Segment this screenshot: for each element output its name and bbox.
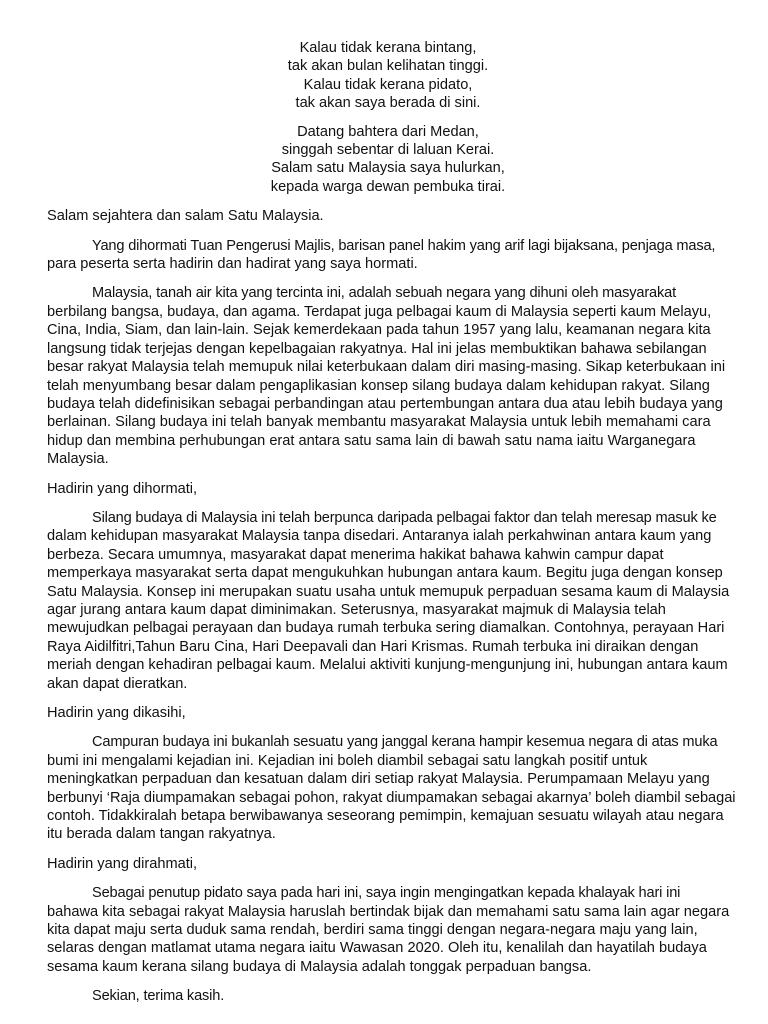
- text-line: Campuran budaya ini bukanlah sesuatu yang janggal kerana hampir kesemua negara di atas muka: [92, 734, 718, 751]
- paragraph-opening: [47, 237, 729, 274]
- text-line: sesama kaum kerana silang budaya di Malaysia adalah tonggak perpaduan bangsa.: [47, 958, 592, 975]
- salutation-dikasihi: Hadirin yang dikasihi,: [47, 705, 186, 721]
- pantun-stanza-2: [47, 123, 729, 197]
- poem-line: Kalau tidak kerana bintang,: [299, 40, 477, 56]
- text-line: Satu Malaysia. Konsep ini merupakan suatu usaha untuk memupuk perpaduan sesama kaum di Malaysia: [47, 583, 730, 600]
- poem-line: tak akan saya berada di sini.: [295, 95, 481, 112]
- poem-line: Kalau tidak kerana pidato,: [303, 76, 473, 93]
- text-line: para peserta serta hadirin dan hadirat yang saya hormati.: [47, 256, 418, 273]
- text-line: mewujudkan pelbagai perayaan dan budaya rumah terbuka sering diamalkan. Contohnya, perayaan Hari: [47, 620, 725, 637]
- paragraph-penutup: [47, 884, 729, 976]
- poem-line: singgah sebentar di laluan Kerai.: [281, 142, 495, 159]
- text-line: telah menyumbang besar dalam pengaplikasian konsep silang budaya dalam kehidupan rakyat. Silang: [47, 377, 710, 394]
- text-line: berbunyi ‘Raja diumpamakan sebagai pohon, rakyat diumpamakan sebagai akarnya’ boleh diambil sebagai: [47, 789, 736, 806]
- text-line: Yang dihormati Tuan Pengerusi Majlis, barisan panel hakim yang arif lagi bijaksana, penjaga masa,: [92, 237, 716, 254]
- text-line: Malaysia.: [47, 451, 109, 468]
- text-line: Malaysia, tanah air kita yang tercinta ini, adalah sebuah negara yang dihuni oleh masyarakat: [92, 285, 676, 302]
- paragraph-silang-budaya: [47, 509, 729, 693]
- text-line: contoh. Tidakkiralah betapa berwibawanya seseorang pemimpin, kemajuan sesuatu wilayah atau negara: [47, 808, 724, 825]
- poem-line: Datang bahtera dari Medan,: [297, 123, 479, 140]
- text-line: memperkaya masyarakat serta dapat mengukuhkan hubungan antara kaum. Begitu juga dengan konsep: [47, 565, 723, 582]
- text-line: berbeza. Secara umumnya, masyarakat dapat menerima hakikat bahawa kahwin campur dapat: [47, 546, 664, 563]
- salutation-dirahmati: Hadirin yang dirahmati,: [47, 855, 198, 872]
- text-line: Raya Aidilfitri,Tahun Baru Cina, Hari Deepavali dan Hari Krismas. Rumah terbuka ini diraikan dengan: [47, 638, 699, 655]
- text-line: meningkatkan perpaduan dan kesatuan dalam diri setiap rakyat Malaysia. Perumpamaan Melayu yang: [47, 771, 710, 788]
- text-line: akan dapat dieratkan.: [47, 675, 188, 692]
- pantun-stanza-1: [47, 39, 729, 113]
- text-line: meriah dengan kehadiran pelbagai kaum. Melalui aktiviti kunjung-mengunjung ini, hubungan antara kaum: [47, 657, 728, 674]
- speech-document: [47, 39, 736, 1006]
- text-line: budaya telah didefinisikan sebagai perbandingan atau pertembungan antara dua atau lebih budaya yang: [47, 395, 723, 412]
- closing: [47, 987, 729, 1005]
- paragraph-malaysia: [47, 284, 729, 468]
- text-line: langsung tidak terjejas dengan kepelbagaian rakyatnya. Hal ini jelas membuktikan bahawa sebilangan: [47, 340, 707, 357]
- text-line: agar jurang antara kaum dapat diminimakan. Seterusnya, masyarakat majmuk di Malaysia telah: [47, 601, 666, 618]
- text-line: besar rakyat Malaysia telah memupuk nilai keterbukaan dalam diri masing-masing. Sikap keterbukaan ini: [47, 359, 726, 376]
- text-line: Silang budaya di Malaysia ini telah berpunca daripada pelbagai faktor dan telah meresap masuk ke: [92, 509, 717, 526]
- text-line: Sebagai penutup pidato saya pada hari ini, saya ingin mengingatkan kepada khalayak hari ini: [92, 885, 681, 902]
- text-line: hidup dan membina perhubungan erat antara satu sama lain di bawah satu nama iaitu Warganegara: [47, 432, 696, 449]
- text-line: berbilang bangsa, budaya, dan agama. Terdapat juga pelbagai kaum di Malaysia seperti kaum Melayu,: [47, 303, 712, 320]
- paragraph-campuran-budaya: [47, 733, 736, 843]
- poem-line: kepada warga dewan pembuka tirai.: [270, 178, 506, 195]
- text-line: dalam kehidupan masyarakat Malaysia tanpa disedari. Antaranya ialah perkahwinan antara kaum yang: [47, 528, 712, 545]
- poem-line: tak akan bulan kelihatan tinggi.: [287, 58, 489, 75]
- salutation-dihormati: Hadirin yang dihormati,: [47, 480, 198, 497]
- text-line: berlainan. Silang budaya ini telah banyak membantu masyarakat Malaysia untuk lebih memahami cara: [47, 414, 711, 431]
- text-line: Sekian, terima kasih.: [92, 988, 225, 1005]
- greeting: Salam sejahtera dan salam Satu Malaysia.: [47, 208, 324, 225]
- poem-line: Salam satu Malaysia saya hulurkan,: [271, 160, 505, 177]
- text-line: Cina, India, Siam, dan lain-lain. Sejak kemerdekaan pada tahun 1957 yang lalu, keamanan negara kita: [47, 322, 711, 339]
- text-line: bumi ini mengalami kejadian ini. Kejadian ini boleh diambil sebagai satu langkah positif untuk: [47, 752, 648, 769]
- text-line: bahawa kita sebagai rakyat Malaysia haruslah bertindak bijak dan memahami satu sama lain agar negara: [47, 903, 730, 920]
- text-line: kita dapat maju serta duduk sama rendah, berdiri sama tinggi dengan negara-negara maju yang lain,: [47, 922, 698, 939]
- text-line: itu berada dalam tangan rakyatnya.: [47, 826, 276, 843]
- text-line: selaras dengan matlamat utama negara iaitu Wawasan 2020. Oleh itu, kenalilah dan hayatilah budaya: [47, 940, 707, 957]
